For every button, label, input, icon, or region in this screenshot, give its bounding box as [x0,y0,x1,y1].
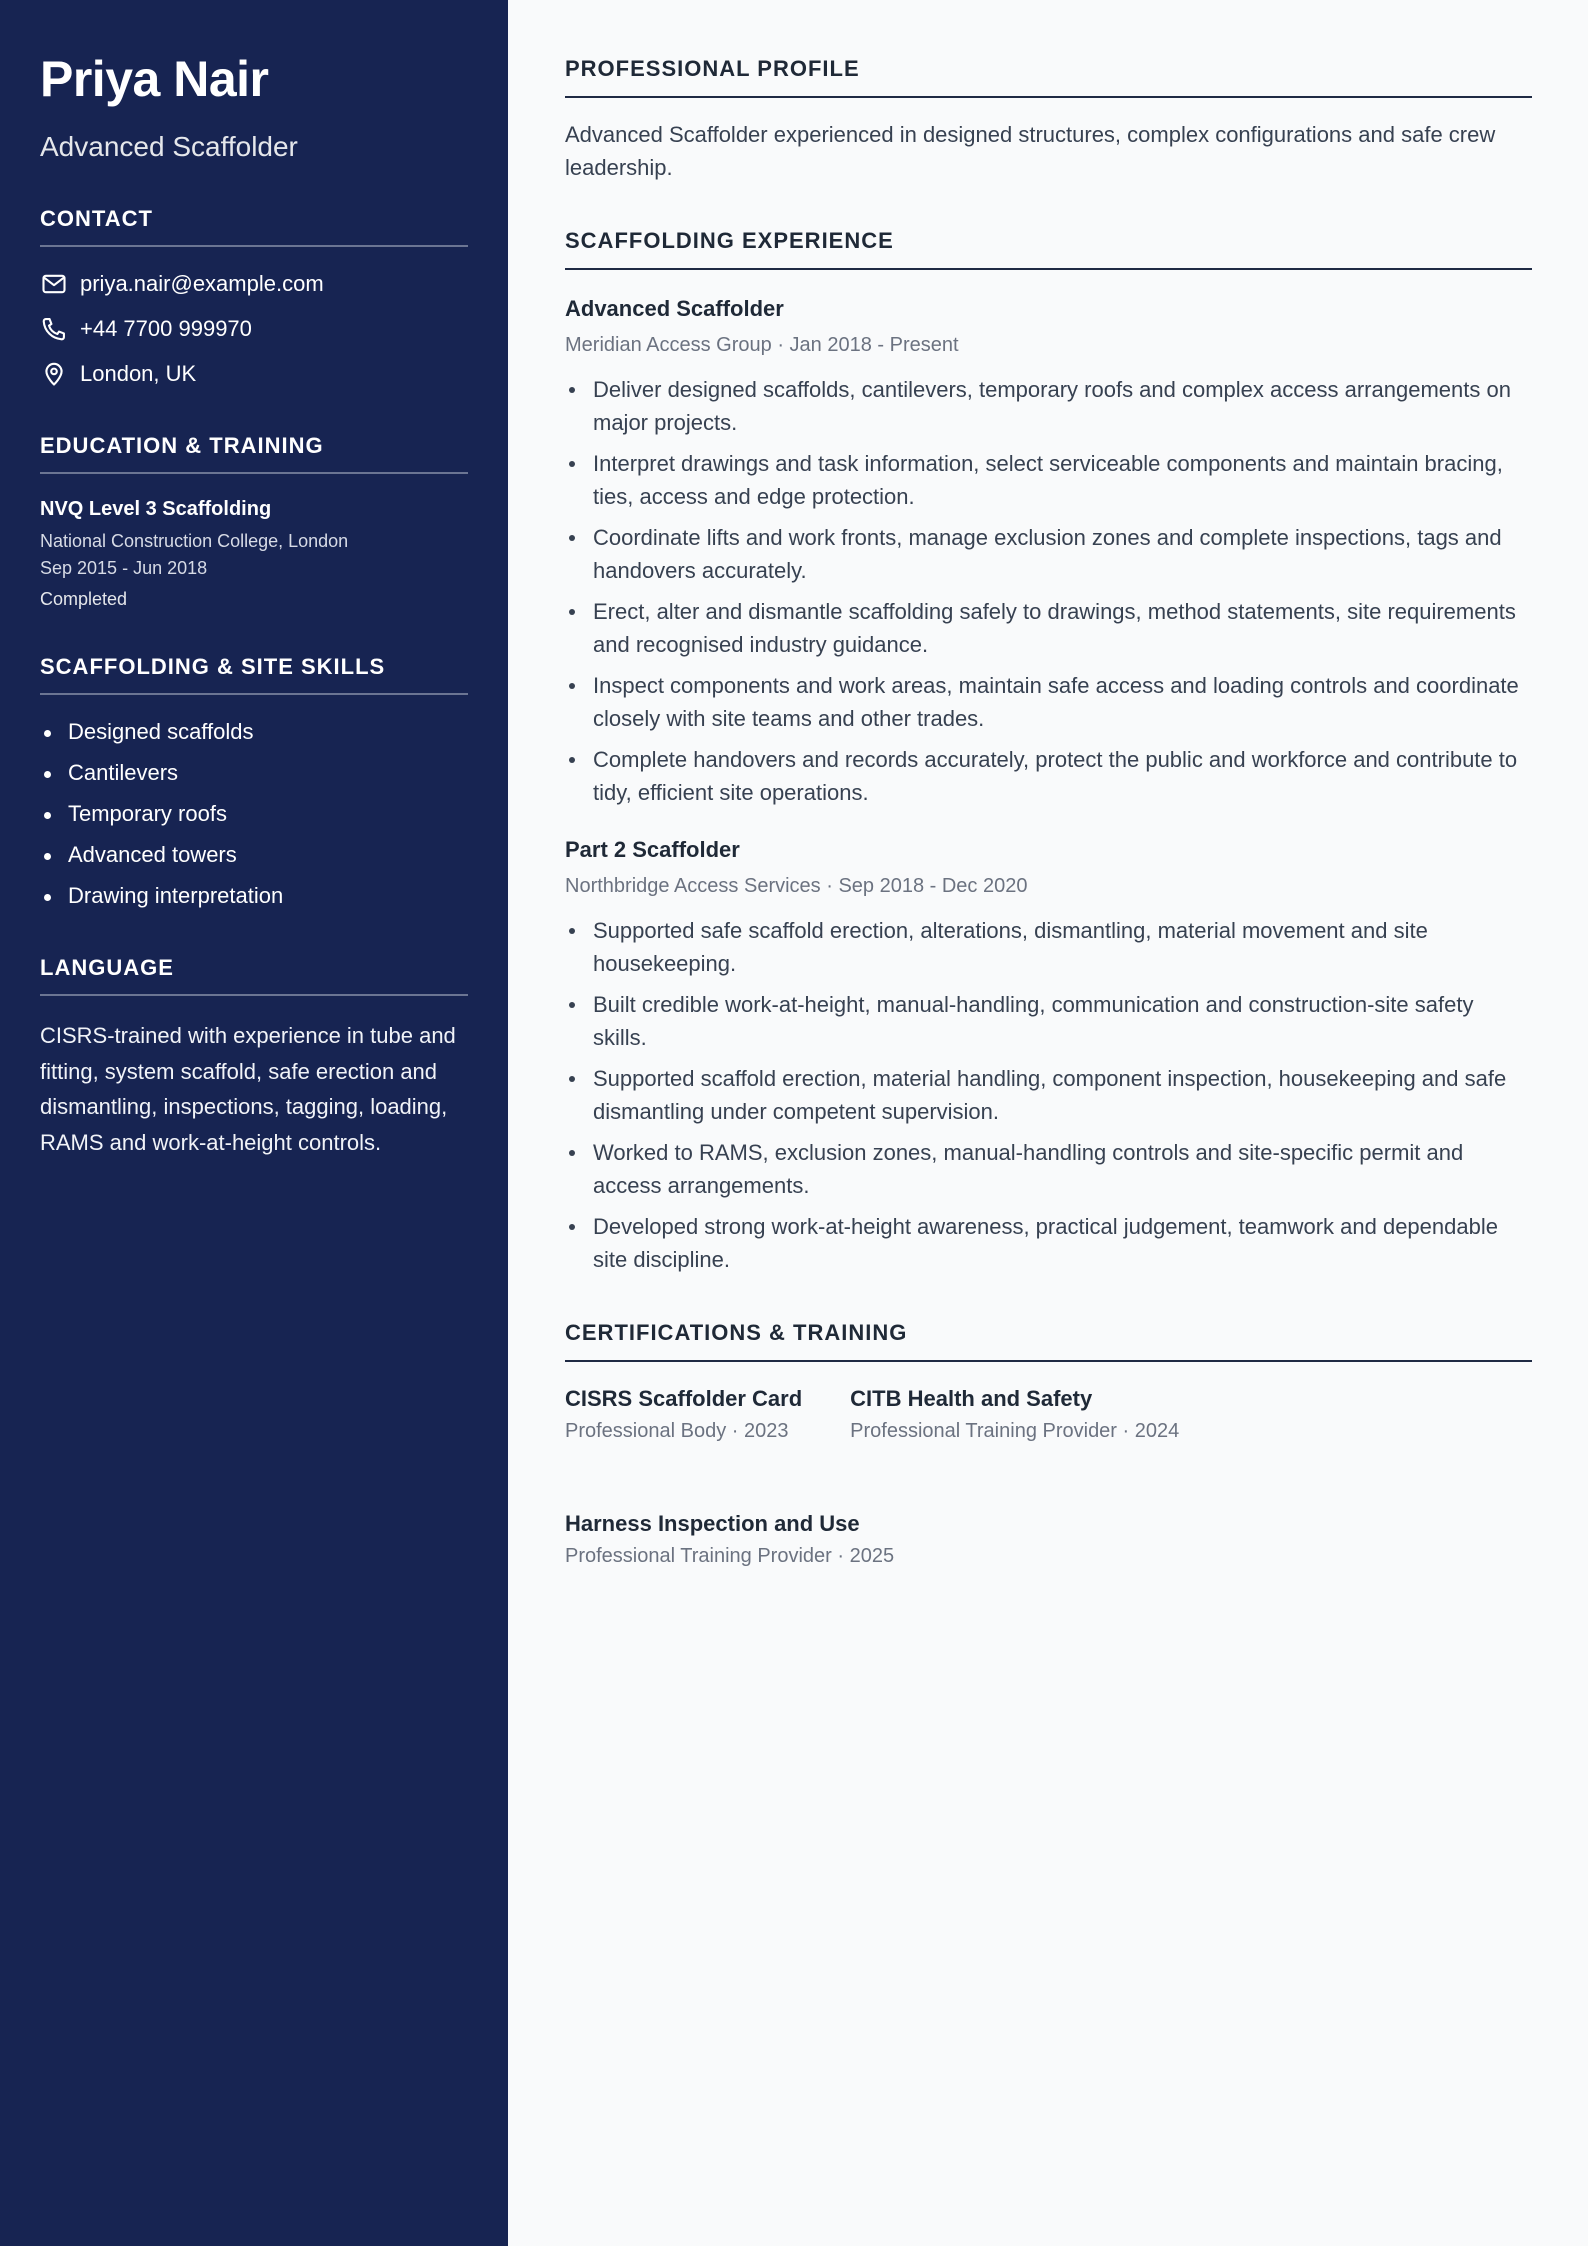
education-dates: Sep 2015 - Jun 2018 [40,558,208,578]
education-status: Completed [40,589,128,609]
certifications-list [565,1386,1532,1568]
skills-section [40,654,468,911]
education-degree: NVQ Level 3 Scaffolding [40,498,272,520]
job-bullet: Coordinate lifts and work fronts, manage exclusion zones and complete inspections, tags and handovers accurately. [565,521,1532,587]
skill-item: Advanced towers [40,840,468,870]
job-bullet: Supported scaffold erection, material handling, component inspection, housekeeping and safe dismantling under competent supervision. [565,1062,1532,1128]
certification-item [565,1511,894,1568]
candidate-title: Advanced Scaffolder [40,131,298,162]
skill-item: Designed scaffolds [40,717,468,747]
contact-section [40,206,468,389]
job-bullet: Complete handovers and records accurately, protect the public and workforce and contribute to tidy, efficient site operations. [565,743,1532,809]
certification-name: CISRS Scaffolder Card [565,1386,803,1411]
job-bullet: Developed strong work-at-height awareness, practical judgement, teamwork and dependable site discipline. [565,1210,1532,1276]
job-bullets [565,373,1532,809]
job-bullet: Interpret drawings and task information, select serviceable components and maintain bracing, ties, access and edge protection. [565,447,1532,513]
profile-text: Advanced Scaffolder experienced in designed structures, complex configurations and safe crew leadership. [565,122,1496,180]
job-entry [565,837,1532,1276]
job-bullet: Deliver designed scaffolds, cantilevers, temporary roofs and complex access arrangements on major projects. [565,373,1532,439]
email-text: priya.nair@example.com [80,271,324,296]
skills-list [40,717,468,911]
experience-heading: SCAFFOLDING EXPERIENCE [565,228,1532,270]
profile-heading: PROFESSIONAL PROFILE [565,56,1532,98]
main-content [508,0,1588,2246]
job-entry [565,296,1532,809]
skill-item: Temporary roofs [40,799,468,829]
profile-section [565,56,1532,184]
language-section [40,955,468,1160]
language-text: CISRS-trained with experience in tube and fitting, system scaffold, safe erection and dismantling, inspections, tagging, loading, RAMS and work-at-height controls. [40,1023,456,1155]
job-bullets [565,914,1532,1276]
skills-heading: SCAFFOLDING & SITE SKILLS [40,654,468,695]
skill-item: Drawing interpretation [40,881,468,911]
certification-name: Harness Inspection and Use [565,1511,860,1536]
job-meta: Meridian Access Group · Jan 2018 - Present [565,334,959,356]
certification-item [565,1386,802,1443]
certification-meta: Professional Body · 2023 [565,1420,789,1442]
phone-text: +44 7700 999970 [80,316,252,341]
sidebar [0,0,508,2246]
job-bullet: Supported safe scaffold erection, alterations, dismantling, material movement and site housekeeping. [565,914,1532,980]
contact-list [40,269,468,389]
language-heading: LANGUAGE [40,955,468,996]
job-bullet: Inspect components and work areas, maintain safe access and loading controls and coordinate closely with site teams and other trades. [565,669,1532,735]
candidate-name: Priya Nair [40,51,269,107]
contact-location [40,359,468,389]
phone-icon [40,315,68,343]
certifications-section [565,1320,1532,1568]
certification-name: CITB Health and Safety [850,1386,1093,1411]
contact-heading: CONTACT [40,206,468,247]
job-title: Advanced Scaffolder [565,296,784,321]
skill-item: Cantilevers [40,758,468,788]
job-meta: Northbridge Access Services · Sep 2018 - Dec 2020 [565,875,1028,897]
certification-item [850,1386,1179,1443]
job-bullet: Built credible work-at-height, manual-handling, communication and construction-site safety skills. [565,988,1532,1054]
contact-email[interactable] [40,269,468,299]
location-text: London, UK [80,361,197,386]
certification-meta: Professional Training Provider · 2025 [565,1545,895,1567]
certification-meta: Professional Training Provider · 2024 [850,1420,1180,1442]
job-bullet: Erect, alter and dismantle scaffolding safely to drawings, method statements, site requirements and recognised industry guidance. [565,595,1532,661]
job-title: Part 2 Scaffolder [565,837,740,862]
experience-section [565,228,1532,1276]
job-bullet: Worked to RAMS, exclusion zones, manual-handling controls and site-specific permit and access arrangements. [565,1136,1532,1202]
certifications-heading: CERTIFICATIONS & TRAINING [565,1320,1532,1362]
contact-phone[interactable] [40,314,468,344]
education-heading: EDUCATION & TRAINING [40,433,468,474]
map-pin-icon [40,360,68,388]
education-section [40,433,468,610]
education-school: National Construction College, London [40,531,349,551]
mail-icon [40,270,68,298]
